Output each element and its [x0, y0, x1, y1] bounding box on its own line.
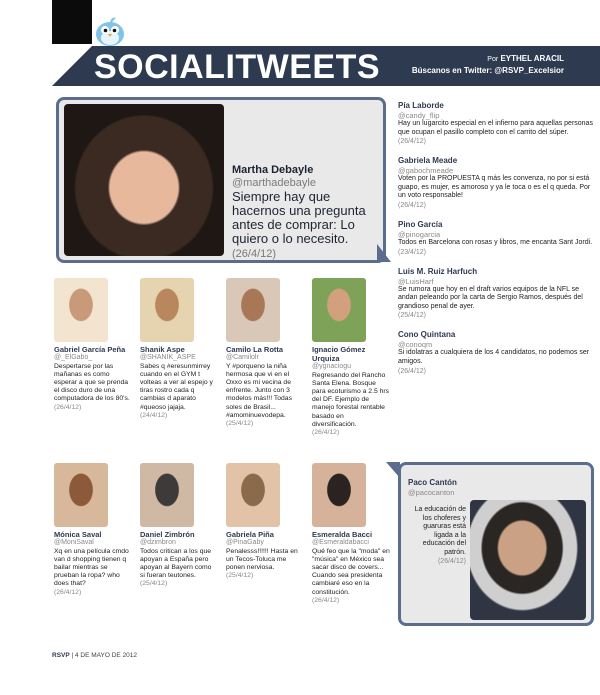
featured-name: Martha Debayle	[232, 164, 314, 176]
tweet-name: Camilo La Rotta	[226, 345, 284, 354]
avatar	[140, 278, 194, 342]
tweet-text: Hay un lugarcito especial en el infierno para aquellas personas que ocupan el pasillo completo con el carrito del súper.	[398, 120, 593, 136]
tweet-handle[interactable]: @MoniSaval	[54, 539, 94, 546]
avatar	[312, 278, 366, 342]
tweet-text: Sabes q #eresunmirrey cuando en el GYM t volteas a ver al espejo y tiras rostro cada q cambias d aparato #queoso jajaja.	[140, 362, 213, 411]
tweet-text: Qué feo que la "moda" en "música" en México sea sacar disco de covers... Cuando sea presidenta cambiaré eso en la constitución.	[312, 547, 390, 596]
tweet-date: (26/4/12)	[312, 428, 340, 436]
grid-tweet	[226, 463, 304, 581]
tweet-text: Xq en una película cmdo van d shopping tienen q bailar mientras se prueban la ropa? who does that?	[54, 547, 129, 588]
tweet-handle[interactable]: @Camilolr	[226, 354, 259, 361]
tweet-date: (25/4/12)	[226, 419, 254, 427]
tweet-name: Daniel Zimbrón	[140, 530, 195, 539]
tweet-text: Si idolatras a cualquiera de los 4 candidatos, no podemos ser amigos.	[398, 349, 590, 365]
tweet-name: Gabriela Meade	[398, 156, 458, 166]
byline	[412, 53, 564, 76]
paco-avatar	[470, 500, 586, 620]
featured-tweet-body: Siempre hay que hacernos una pregunta antes de comprar: Lo quiero o lo necesito.	[232, 189, 366, 246]
tweet-text: Y #porqueno la niña hermosa que vi en el Oxxo es mi vecina de enfrente. Junto con 3 modelos más!!! Todas soles de Brasil... #amominuevodepa.	[226, 362, 292, 419]
paco-date: (26/4/12)	[437, 557, 466, 565]
tweet-name: Gabriel García Peña	[54, 345, 126, 354]
featured-date: (26/4/12)	[232, 248, 277, 260]
avatar	[54, 278, 108, 342]
tweet-name: Esmeralda Bacci	[312, 530, 373, 539]
list-item	[398, 156, 594, 210]
list-item	[398, 330, 594, 375]
avatar	[312, 463, 366, 527]
tweet-date: (26/4/12)	[312, 596, 340, 604]
tweet-date: (25/4/12)	[226, 572, 254, 580]
tweet-handle[interactable]: @gabochmeade	[398, 166, 454, 176]
byline-prefix: Por	[487, 56, 499, 63]
featured-handle[interactable]: @marthadebayle	[232, 177, 316, 189]
page-title: SOCIALITWEETS	[94, 48, 381, 86]
featured-avatar	[64, 104, 224, 256]
tweet-date: (24/4/12)	[140, 411, 168, 419]
footer-pub: RSVP	[52, 652, 70, 659]
tweet-name: Mónica Saval	[54, 530, 102, 539]
featured-text	[232, 190, 382, 261]
tweet-handle[interactable]: @_ElGabo_	[54, 354, 93, 361]
tweet-text: Todos critican a los que apoyan a España pero apoyan al Bayern como si fueran teutones.	[140, 547, 212, 580]
tweet-name: Luis M. Ruiz Harfuch	[398, 266, 478, 276]
tweet-handle[interactable]: @Esmeraldabacci	[312, 539, 369, 546]
tweet-name: Cono Quintana	[398, 330, 456, 340]
tweet-handle[interactable]: @conoqm	[398, 340, 433, 350]
avatar	[54, 463, 108, 527]
avatar	[140, 463, 194, 527]
grid-tweet	[312, 463, 390, 605]
byline-find-us: Búscanos en Twitter: @RSVP_Excelsior	[411, 66, 564, 75]
twitter-bird-icon	[92, 14, 128, 48]
grid-tweet	[140, 463, 218, 589]
tweet-date: (26/4/12)	[54, 403, 82, 411]
tweet-date: (26/4/12)	[398, 367, 427, 375]
tweet-text: Despertarse por las mañanas es como esperar a que se prenda el disco duro de una computadora de los 80's.	[54, 362, 130, 403]
header-black-block	[52, 0, 92, 44]
tweet-date: (26/4/12)	[398, 138, 427, 146]
list-item	[398, 101, 594, 146]
avatar	[226, 463, 280, 527]
tweet-date: (25/4/12)	[140, 580, 168, 588]
tweet-handle[interactable]: @PinaGaby	[226, 539, 264, 546]
grid-tweet	[140, 278, 218, 420]
paco-tweet-body: La educación de los choferes y guaruras está ligada a la educación del patrón.	[414, 506, 466, 556]
list-item	[398, 267, 594, 321]
tweet-date: (26/4/12)	[54, 588, 82, 596]
footer: RSVP | 4 DE MAYO DE 2012	[52, 652, 138, 659]
grid-tweet	[226, 278, 304, 428]
tweet-text: Regresando del Rancho Santa Elena. Bosque para ecoturismo a 2.5 hrs del DF. Ejemplo de manejo forestal rentable basado en diversificación.	[312, 371, 390, 428]
tweet-name: Ignacio Gómez Urquiza	[312, 345, 366, 363]
paco-text	[404, 506, 466, 566]
tweet-handle[interactable]: @candy_flip	[398, 111, 440, 120]
tweet-name: Shanik Aspe	[140, 345, 185, 354]
tweet-handle[interactable]: @pinogarcia	[398, 229, 441, 239]
tweet-text: Penalesss!!!!!! Hasta en un Tecos-Toluca me ponen nerviosa.	[226, 547, 298, 571]
tweet-name: Gabriela Piña	[226, 530, 274, 539]
list-item	[398, 220, 594, 257]
tweet-date: (23/4/12)	[398, 248, 427, 256]
tweet-handle[interactable]: @SHANIK_ASPE	[140, 354, 196, 361]
paco-handle[interactable]: @pacocanton	[408, 488, 455, 497]
avatar	[226, 278, 280, 342]
right-tweet-column	[398, 101, 594, 386]
tweet-date: (25/4/12)	[398, 312, 427, 320]
grid-tweet	[312, 278, 390, 437]
tweet-name: Pía Laborde	[398, 101, 444, 110]
footer-date: 4 DE MAYO DE 2012	[75, 652, 138, 659]
grid-tweet	[54, 463, 132, 597]
tweet-text: Voten por la PROPUESTA q más les convenza, no por si está guapo, es mujer, es amoroso y ya le toca o es el q queda. Por un voto responsable!	[398, 175, 591, 200]
tweet-name: Pino García	[398, 219, 443, 229]
tweet-handle[interactable]: @LuisHarf	[398, 276, 434, 286]
tweet-handle[interactable]: @dzimbron	[140, 539, 176, 546]
grid-tweet	[54, 278, 132, 412]
tweet-handle[interactable]: @ygnaciogu	[312, 363, 352, 370]
tweet-text: Se rumora que hoy en el draft varios equipos de la NFL se andan peleando por la carta de Sergio Ramos, después del grandioso penal de ayer.	[398, 285, 583, 310]
tweet-text: Todos en Barcelona con rosas y libros, me encanta Sant Jordi.	[398, 238, 593, 246]
byline-author: EYTHEL ARACIL	[500, 54, 564, 63]
paco-name: Paco Cantón	[408, 478, 457, 487]
tweet-date: (26/4/12)	[398, 201, 427, 209]
